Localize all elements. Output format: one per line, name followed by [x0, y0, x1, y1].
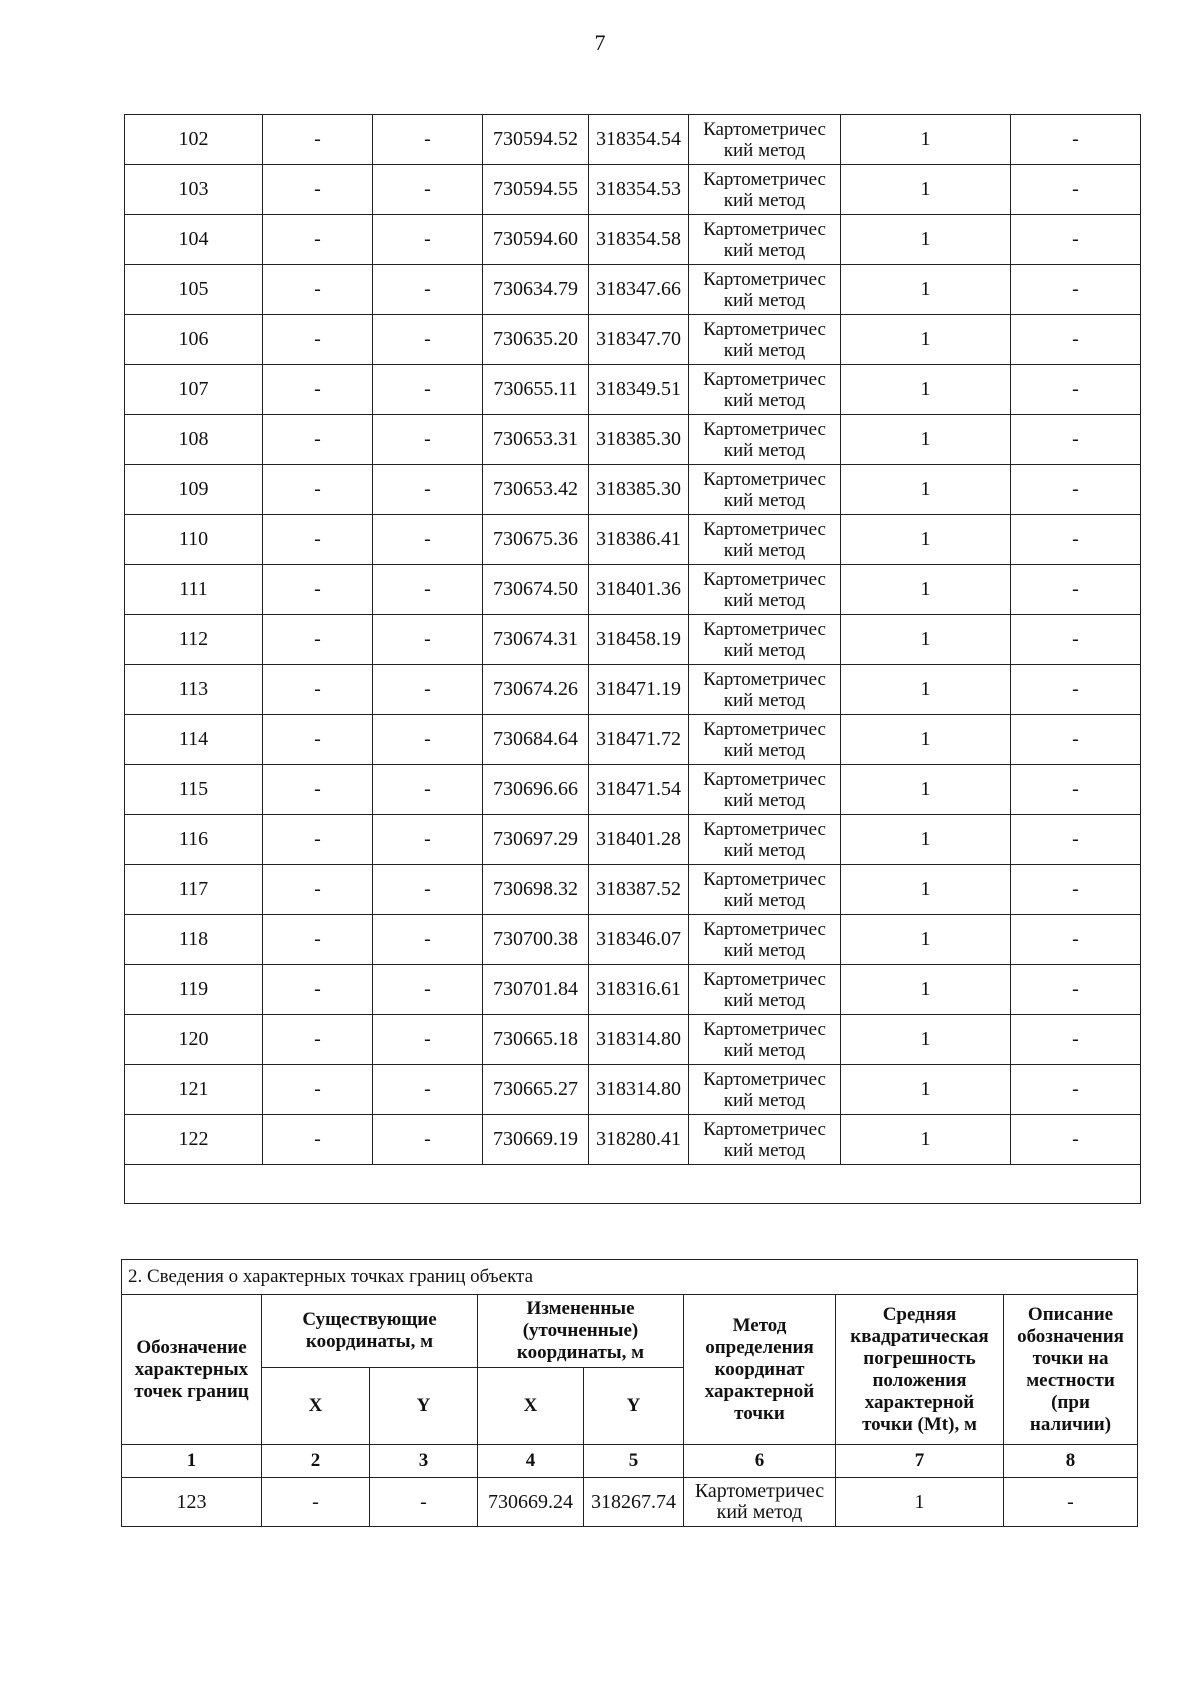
boundary-points-table-continued [124, 114, 1141, 1204]
cell-point: 103 [125, 165, 263, 215]
col-number: 3 [370, 1445, 478, 1478]
cell-y-new: 318471.72 [589, 715, 689, 765]
cell-y-new: 318471.19 [589, 665, 689, 715]
cell-x-exist: - [263, 615, 373, 665]
cell-y-new: 318386.41 [589, 515, 689, 565]
table-row [125, 465, 1141, 515]
cell-x-new: 730669.19 [483, 1115, 589, 1165]
table-row [125, 915, 1141, 965]
cell-method [689, 465, 841, 515]
cell-x-new: 730698.32 [483, 865, 589, 915]
header-x-existing: X [262, 1368, 370, 1445]
table-row [125, 665, 1141, 715]
cell-x-new: 730701.84 [483, 965, 589, 1015]
cell-x-new: 730634.79 [483, 265, 589, 315]
table-row [125, 715, 1141, 765]
method-line: кий метод [723, 339, 806, 361]
cell-accuracy: 1 [841, 365, 1011, 415]
cell-point: 102 [125, 115, 263, 165]
empty-row [125, 1165, 1141, 1204]
cell-point: 122 [125, 1115, 263, 1165]
cell-y-exist: - [373, 165, 483, 215]
cell-point: 104 [125, 215, 263, 265]
column-numbers-row [122, 1445, 1138, 1478]
cell-y-exist: - [373, 315, 483, 365]
cell-accuracy: 1 [841, 915, 1011, 965]
cell-method [689, 415, 841, 465]
cell-x-exist: - [263, 865, 373, 915]
cell-point: 107 [125, 365, 263, 415]
method-line: Картометричес [703, 468, 826, 490]
cell-accuracy: 1 [841, 865, 1011, 915]
cell-y-new: 318401.28 [589, 815, 689, 865]
col-number: 4 [478, 1445, 584, 1478]
table-row [125, 865, 1141, 915]
cell-method [689, 965, 841, 1015]
cell-description: - [1011, 915, 1141, 965]
cell-description: - [1011, 115, 1141, 165]
header-existing-coords: Существующие координаты, м [262, 1295, 478, 1368]
cell-y-new: 318346.07 [589, 915, 689, 965]
cell-method [689, 215, 841, 265]
cell-x-exist: - [263, 515, 373, 565]
cell-accuracy: 1 [841, 465, 1011, 515]
cell-x-exist: - [263, 715, 373, 765]
cell-description: - [1011, 565, 1141, 615]
cell-point: 120 [125, 1015, 263, 1065]
section-title: 2. Сведения о характерных точках границ объекта [122, 1260, 1138, 1295]
cell-point: 116 [125, 815, 263, 865]
cell-description: - [1011, 715, 1141, 765]
cell-y-exist: - [373, 965, 483, 1015]
table-row [125, 215, 1141, 265]
method-line: Картометричес [703, 368, 826, 390]
table-row [125, 615, 1141, 665]
cell-y-exist: - [373, 465, 483, 515]
cell-accuracy: 1 [841, 115, 1011, 165]
cell-description: - [1011, 965, 1141, 1015]
method-line: Картометричес [703, 518, 826, 540]
cell-accuracy: 1 [841, 665, 1011, 715]
method-line: кий метод [723, 1089, 806, 1111]
method-line: кий метод [723, 789, 806, 811]
header-accuracy: Средняя квадратическая погрешность положения характерной точки (Mt), м [836, 1295, 1004, 1445]
cell-x-exist: - [263, 915, 373, 965]
cell-y-new: 318458.19 [589, 615, 689, 665]
table-row [125, 515, 1141, 565]
header-y-changed: Y [584, 1368, 684, 1445]
cell-description: - [1011, 515, 1141, 565]
cell-x-new: 730696.66 [483, 765, 589, 815]
cell-y-exist: - [373, 365, 483, 415]
method-line: кий метод [723, 439, 806, 461]
cell-y-exist: - [373, 515, 483, 565]
cell-x-exist: - [262, 1478, 370, 1527]
method-line: кий метод [723, 539, 806, 561]
cell-point: 112 [125, 615, 263, 665]
cell-point: 115 [125, 765, 263, 815]
cell-x-exist: - [263, 765, 373, 815]
method-line: Картометричес [703, 618, 826, 640]
method-line: кий метод [723, 489, 806, 511]
cell-point: 108 [125, 415, 263, 465]
cell-x-new: 730700.38 [483, 915, 589, 965]
method-line: Картометричес [703, 168, 826, 190]
cell-point: 119 [125, 965, 263, 1015]
method-line: кий метод [723, 189, 806, 211]
cell-method [689, 1065, 841, 1115]
cell-y-exist: - [373, 865, 483, 915]
cell-x-exist: - [263, 1015, 373, 1065]
cell-y-exist: - [373, 665, 483, 715]
cell-y-new: 318385.30 [589, 465, 689, 515]
cell-description: - [1011, 365, 1141, 415]
cell-x-new: 730674.31 [483, 615, 589, 665]
cell-y-exist: - [373, 715, 483, 765]
col-number: 1 [122, 1445, 262, 1478]
cell-y-exist: - [373, 565, 483, 615]
table-row [125, 565, 1141, 615]
header-x-changed: X [478, 1368, 584, 1445]
method-line: кий метод [716, 1501, 803, 1523]
cell-x-exist: - [263, 365, 373, 415]
cell-method [689, 765, 841, 815]
cell-x-new: 730675.36 [483, 515, 589, 565]
cell-description: - [1011, 315, 1141, 365]
cell-x-new: 730594.55 [483, 165, 589, 215]
cell-accuracy: 1 [841, 515, 1011, 565]
method-line: Картометричес [703, 818, 826, 840]
cell-accuracy: 1 [841, 165, 1011, 215]
cell-y-new: 318385.30 [589, 415, 689, 465]
cell-method [684, 1478, 836, 1527]
cell-accuracy: 1 [841, 415, 1011, 465]
cell-y-exist: - [373, 815, 483, 865]
cell-x-exist: - [263, 1065, 373, 1115]
cell-y-new: 318267.74 [584, 1478, 684, 1527]
cell-y-exist: - [373, 1115, 483, 1165]
cell-y-new: 318387.52 [589, 865, 689, 915]
cell-method [689, 1015, 841, 1065]
method-line: кий метод [723, 1139, 806, 1161]
cell-description: - [1011, 1015, 1141, 1065]
cell-description: - [1011, 415, 1141, 465]
cell-x-exist: - [263, 415, 373, 465]
cell-point: 118 [125, 915, 263, 965]
cell-description: - [1011, 165, 1141, 215]
boundary-points-table-section-2 [121, 1259, 1138, 1527]
method-line: Картометричес [703, 318, 826, 340]
method-line: Картометричес [703, 918, 826, 940]
table-row [125, 1065, 1141, 1115]
cell-y-new: 318314.80 [589, 1015, 689, 1065]
cell-accuracy: 1 [836, 1478, 1004, 1527]
method-line: Картометричес [703, 768, 826, 790]
cell-y-new: 318347.66 [589, 265, 689, 315]
table-row [125, 765, 1141, 815]
cell-accuracy: 1 [841, 565, 1011, 615]
cell-y-exist: - [373, 215, 483, 265]
method-line: кий метод [723, 139, 806, 161]
method-line: кий метод [723, 689, 806, 711]
table-row [125, 315, 1141, 365]
cell-method [689, 665, 841, 715]
method-line: кий метод [723, 889, 806, 911]
cell-y-new: 318401.36 [589, 565, 689, 615]
cell-x-exist: - [263, 265, 373, 315]
cell-description: - [1011, 465, 1141, 515]
cell-x-exist: - [263, 1115, 373, 1165]
method-line: Картометричес [703, 218, 826, 240]
method-line: Картометричес [703, 268, 826, 290]
cell-description: - [1011, 265, 1141, 315]
cell-x-new: 730594.60 [483, 215, 589, 265]
method-line: кий метод [723, 639, 806, 661]
col-number: 5 [584, 1445, 684, 1478]
header-method: Метод определения координат характерной точки [684, 1295, 836, 1445]
method-line: Картометричес [703, 1018, 826, 1040]
method-line: Картометричес [703, 568, 826, 590]
cell-y-new: 318280.41 [589, 1115, 689, 1165]
cell-point: 117 [125, 865, 263, 915]
table-row [125, 1115, 1141, 1165]
cell-method [689, 315, 841, 365]
cell-point: 110 [125, 515, 263, 565]
cell-x-exist: - [263, 465, 373, 515]
method-line: кий метод [723, 989, 806, 1011]
cell-method [689, 165, 841, 215]
cell-point: 109 [125, 465, 263, 515]
method-line: Картометричес [703, 968, 826, 990]
cell-x-new: 730665.18 [483, 1015, 589, 1065]
cell-description: - [1011, 1065, 1141, 1115]
col-number: 2 [262, 1445, 370, 1478]
method-line: кий метод [723, 739, 806, 761]
cell-description: - [1011, 1115, 1141, 1165]
cell-accuracy: 1 [841, 315, 1011, 365]
method-line: Картометричес [703, 668, 826, 690]
method-line: Картометричес [703, 418, 826, 440]
cell-point: 114 [125, 715, 263, 765]
cell-x-new: 730697.29 [483, 815, 589, 865]
cell-y-exist: - [373, 415, 483, 465]
cell-y-exist: - [373, 765, 483, 815]
cell-description: - [1011, 615, 1141, 665]
table-row [125, 965, 1141, 1015]
cell-accuracy: 1 [841, 965, 1011, 1015]
method-line: кий метод [723, 389, 806, 411]
table-row [125, 265, 1141, 315]
cell-x-exist: - [263, 315, 373, 365]
cell-method [689, 265, 841, 315]
col-number: 8 [1004, 1445, 1138, 1478]
page-number: 7 [594, 30, 606, 55]
cell-x-exist: - [263, 815, 373, 865]
cell-description: - [1011, 215, 1141, 265]
cell-y-new: 318354.53 [589, 165, 689, 215]
cell-y-new: 318347.70 [589, 315, 689, 365]
header-designation: Обозначение характерных точек границ [122, 1295, 262, 1445]
table-row [125, 815, 1141, 865]
cell-x-new: 730655.11 [483, 365, 589, 415]
table-row [125, 1015, 1141, 1065]
cell-description: - [1011, 765, 1141, 815]
table-row [125, 415, 1141, 465]
cell-y-exist: - [370, 1478, 478, 1527]
cell-method [689, 915, 841, 965]
method-line: Картометричес [703, 1068, 826, 1090]
cell-y-exist: - [373, 1015, 483, 1065]
cell-method [689, 115, 841, 165]
header-changed-coords: Измененные (уточненные) координаты, м [478, 1295, 684, 1368]
cell-y-exist: - [373, 1065, 483, 1115]
cell-y-new: 318316.61 [589, 965, 689, 1015]
method-line: Картометричес [694, 1480, 825, 1502]
method-line: кий метод [723, 1039, 806, 1061]
cell-y-exist: - [373, 115, 483, 165]
cell-accuracy: 1 [841, 215, 1011, 265]
cell-description: - [1011, 665, 1141, 715]
cell-x-new: 730674.50 [483, 565, 589, 615]
cell-y-new: 318471.54 [589, 765, 689, 815]
cell-x-exist: - [263, 665, 373, 715]
cell-description: - [1004, 1478, 1138, 1527]
table-row [122, 1478, 1138, 1527]
cell-accuracy: 1 [841, 765, 1011, 815]
cell-method [689, 1115, 841, 1165]
cell-method [689, 865, 841, 915]
method-line: Картометричес [703, 868, 826, 890]
col-number: 6 [684, 1445, 836, 1478]
method-line: кий метод [723, 589, 806, 611]
cell-method [689, 565, 841, 615]
cell-accuracy: 1 [841, 815, 1011, 865]
cell-x-exist: - [263, 965, 373, 1015]
cell-y-new: 318354.54 [589, 115, 689, 165]
cell-description: - [1011, 815, 1141, 865]
method-line: кий метод [723, 289, 806, 311]
cell-y-exist: - [373, 615, 483, 665]
method-line: кий метод [723, 839, 806, 861]
cell-point: 121 [125, 1065, 263, 1115]
cell-x-new: 730684.64 [483, 715, 589, 765]
cell-y-exist: - [373, 265, 483, 315]
cell-x-exist: - [263, 115, 373, 165]
cell-method [689, 615, 841, 665]
method-line: Картометричес [703, 718, 826, 740]
method-line: кий метод [723, 239, 806, 261]
cell-x-new: 730665.27 [483, 1065, 589, 1115]
cell-y-new: 318314.80 [589, 1065, 689, 1115]
cell-accuracy: 1 [841, 1115, 1011, 1165]
cell-accuracy: 1 [841, 1015, 1011, 1065]
cell-x-exist: - [263, 215, 373, 265]
cell-x-new: 730653.42 [483, 465, 589, 515]
cell-y-new: 318349.51 [589, 365, 689, 415]
method-line: Картометричес [703, 1118, 826, 1140]
cell-method [689, 365, 841, 415]
table-row [125, 115, 1141, 165]
cell-y-new: 318354.58 [589, 215, 689, 265]
cell-x-new: 730669.24 [478, 1478, 584, 1527]
cell-point: 123 [122, 1478, 262, 1527]
cell-x-new: 730594.52 [483, 115, 589, 165]
cell-point: 106 [125, 315, 263, 365]
cell-method [689, 815, 841, 865]
cell-method [689, 715, 841, 765]
col-number: 7 [836, 1445, 1004, 1478]
cell-point: 111 [125, 565, 263, 615]
table-row [125, 365, 1141, 415]
cell-x-new: 730635.20 [483, 315, 589, 365]
method-line: кий метод [723, 939, 806, 961]
cell-x-exist: - [263, 565, 373, 615]
cell-x-exist: - [263, 165, 373, 215]
cell-accuracy: 1 [841, 715, 1011, 765]
cell-point: 113 [125, 665, 263, 715]
cell-description: - [1011, 865, 1141, 915]
table-row [125, 165, 1141, 215]
cell-accuracy: 1 [841, 265, 1011, 315]
method-line: Картометричес [703, 118, 826, 140]
header-description: Описание обозначения точки на местности (при наличии) [1004, 1295, 1138, 1445]
cell-method [689, 515, 841, 565]
cell-x-new: 730674.26 [483, 665, 589, 715]
cell-accuracy: 1 [841, 1065, 1011, 1115]
cell-point: 105 [125, 265, 263, 315]
header-y-existing: Y [370, 1368, 478, 1445]
cell-accuracy: 1 [841, 615, 1011, 665]
cell-x-new: 730653.31 [483, 415, 589, 465]
cell-y-exist: - [373, 915, 483, 965]
